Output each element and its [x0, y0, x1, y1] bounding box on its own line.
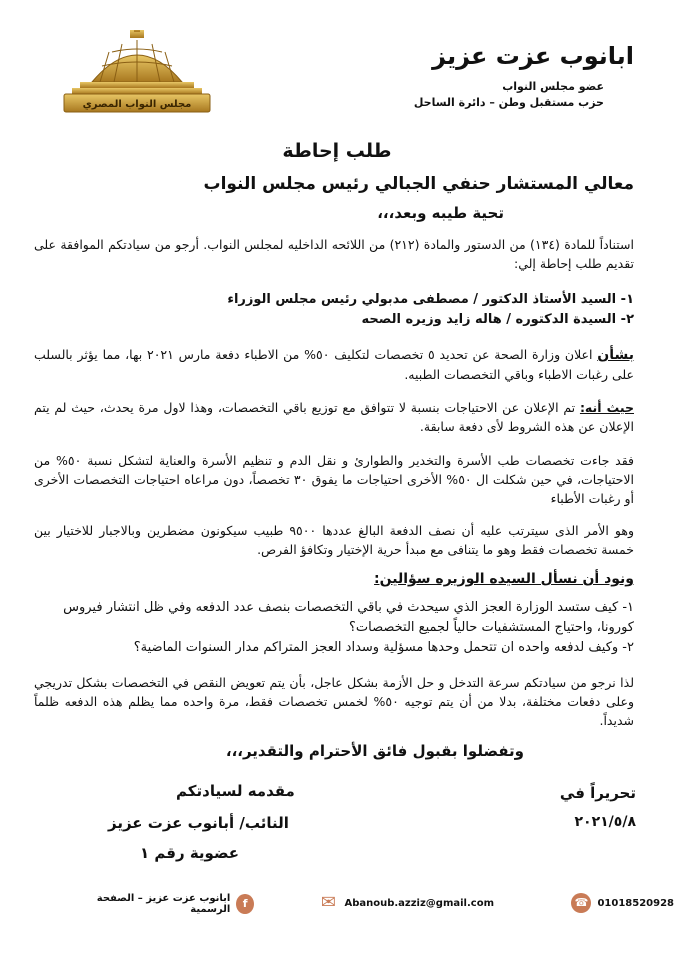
footer-phone-text: 01018520928 [597, 897, 674, 909]
questions-heading [34, 571, 634, 587]
recipients-list [74, 290, 634, 330]
recipient-item: ١- السيد الأستاذ الدكتور / مصطفى مدبولي رئيس مجلس الوزراء [227, 292, 634, 307]
parliament-logo [52, 30, 222, 116]
intro-paragraph: استناداً للمادة (١٣٤) من الدستور والمادة (٢١٢) من اللائحه الداخليه لمجلس النواب. أرجو من سيادتكم الموافقة على تقديم طلب إحاطة إلي: [34, 237, 634, 271]
logo-caption: مجلس النواب المصري [82, 99, 192, 110]
closing-line: وتفضلوا بقبول فائق الأحترام والتقدير،،، [225, 742, 524, 760]
whereas-label: حيث أنه: [579, 400, 634, 415]
letterhead-name: ابانوب عزت عزيز [432, 42, 634, 70]
request-paragraph: لذا نرجو من سيادتكم سرعة التدخل و حل الأزمة بشكل عاجل، بأن يتم تعويض النقص في التخصصات بشكل تدريجي وعلى دفعات مختلفة، بدلا من أن يتم توجيه ٥٠% لخمس تخصصات فقط، مرة واحده مما يظلم هذه الدفعه ظلماً شديداً. [34, 675, 634, 728]
footer-facebook[interactable] [74, 893, 254, 915]
matter-paragraph: وهو الأمر الذى سيترتب عليه أن نصف الدفعة البالغ عددها ٩٥٠٠ طبيب سيكونون مضطرين وبالاجبار للاختيار بين خمسة تخصصات فقط وهو ما يتنافى مع مبدأ حرية الإختيار وتكافؤ الفرص. [34, 523, 634, 557]
greeting: تحية طيبه وبعد،،، [377, 204, 504, 222]
questions-heading-text: ونود أن نسأل السيده الوزيره سؤالين: [374, 571, 634, 587]
footer-facebook-text: ابانوب عزت عزيز – الصفحة الرسمية [96, 893, 231, 915]
deputy-signature: النائب/ أبانوب عزت عزيز [108, 814, 289, 832]
question-item: ٢- وكيف لدفعه واحده ان تتحمل وحدها مسؤلية وسداد العجز المتراكم مدار السنوات الماضية؟ [133, 640, 634, 655]
subject-label: بشأن [597, 347, 634, 363]
subject-paragraph [34, 345, 634, 384]
whereas-paragraph [34, 398, 634, 436]
footer [74, 885, 674, 921]
submitted-label: مقدمه لسيادتكم [176, 782, 295, 800]
questions-list [34, 598, 634, 658]
document-title: طلب إحاطة [282, 140, 392, 162]
membership-number: عضوية رقم ١ [140, 844, 239, 862]
letterhead-party: حزب مستقبل وطن – دائرة الساحل [413, 96, 604, 109]
footer-phone[interactable] [571, 893, 674, 913]
document-date: ٢٠٢١/٥/٨ [574, 814, 636, 830]
fact-paragraph: فقد جاءت تخصصات طب الأسرة والتخدير والطوارئ و نقل الدم و تنظيم الأسرة والعناية لتشكل نسبة ٥٠% من الاحتياجات، في حين شكلت ال ٥٠% الأخرى احتياجات ما يفوق ٣٠ تخصصاً، دون مراعاه احتياجات التخصصات الأخرى أو رغبات الأطباء [34, 453, 635, 506]
facebook-icon: f [236, 894, 254, 914]
addressee: معالي المستشار حنفي الجبالي رئيس مجلس النواب [203, 174, 634, 194]
whereas-text: تم الإعلان عن الاحتياجات بنسبة لا تتوافق مع توزيع باقي التخصصات، وهذا لاول مرة يحدث، حيث لم يتم الإعلان عن هذه الشروط لأى دفعة سابقة. [34, 400, 634, 434]
footer-email-text: Abanoub.azziz@gmail.com [344, 897, 494, 909]
letterhead-role: عضو مجلس النواب [502, 80, 604, 93]
recipient-item: ٢- السيدة الدكتوره / هاله زايد وزيره الصحه [361, 312, 634, 327]
question-item: ١- كيف ستسد الوزارة العجز الذي سيحدث في باقي التخصصات بنصف عدد الدفعه وفي ظل انتشار فيروس كورونا، واحتياج المستشفيات حالياً لجميع التخصصات؟ [63, 600, 634, 635]
footer-email[interactable] [318, 893, 494, 913]
written-in-label: تحريراً في [559, 784, 636, 802]
mail-icon: ✉ [320, 892, 336, 913]
subject-text: اعلان وزارة الصحة عن تحديد ٥ تخصصات لتكليف ٥٠% من الاطباء دفعة مارس ٢٠٢١ بها، مما يؤثر بالسلب على رغبات الاطباء وباقي التخصصات الطبيه. [34, 347, 634, 382]
phone-icon: ☎ [571, 893, 591, 913]
